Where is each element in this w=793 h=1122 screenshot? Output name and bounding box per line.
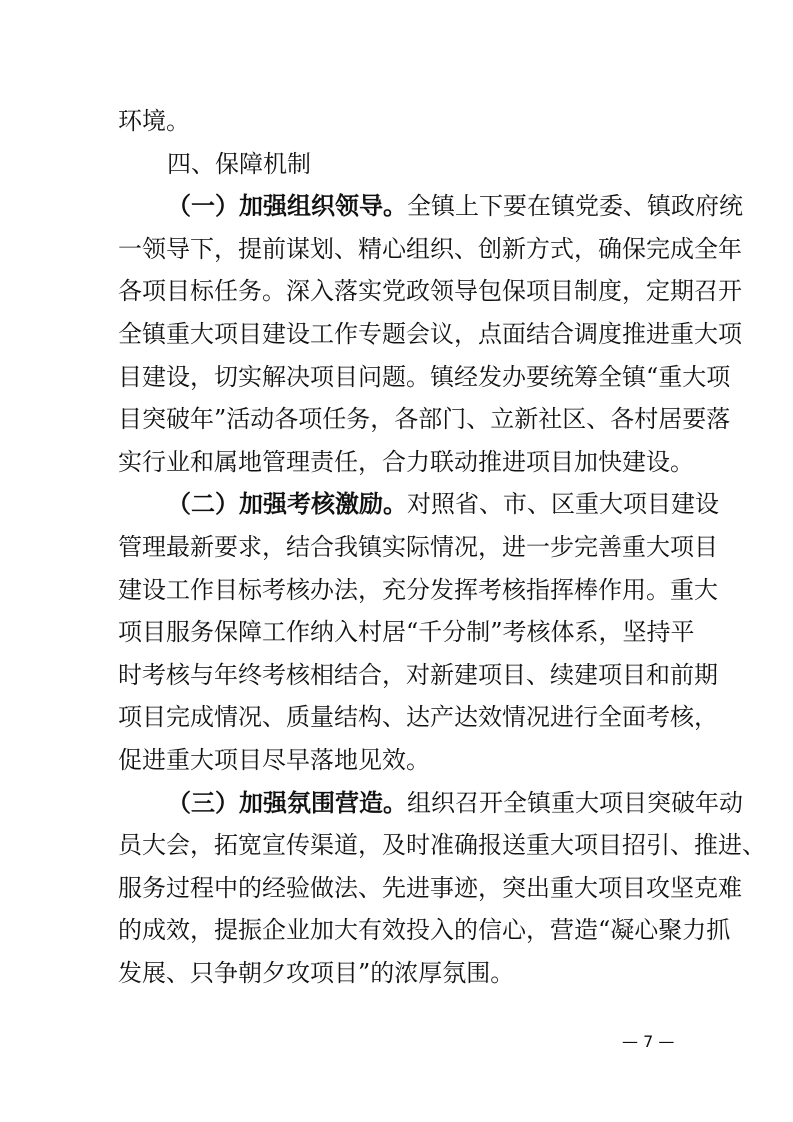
text-line: 各项目标任务。深入落实党政领导包保项目制度，定期召开	[118, 277, 742, 306]
line-text: 对照省、市、区重大项目建设	[407, 490, 719, 519]
text-line: 目突破年”活动各项任务，各部门、立新社区、各村居要落	[118, 405, 731, 434]
text-line: 的成效，提振企业加大有效投入的信心，营造“凝心聚力抓	[118, 916, 731, 945]
subsection-title: （一）加强组织领导。	[167, 192, 407, 221]
text-line: 管理最新要求，结合我镇实际情况，进一步完善重大项目	[118, 532, 718, 561]
section-heading: 四、保障机制	[167, 149, 311, 178]
line-text: 全镇上下要在镇党委、镇政府统	[407, 192, 743, 221]
subsection-title: （三）加强氛围营造。	[167, 788, 407, 817]
page-number: — 7 —	[622, 1032, 675, 1051]
text-line: 时考核与年终考核相结合，对新建项目、续建项目和前期	[118, 660, 718, 689]
text-line: 全镇重大项目建设工作专题会议，点面结合调度推进重大项	[118, 319, 742, 348]
text-line: 实行业和属地管理责任，合力联动推进项目加快建设。	[118, 447, 694, 476]
text-line	[118, 185, 743, 228]
text-line: 促进重大项目尽早落地见效。	[118, 745, 430, 774]
text-line: 员大会，拓宽宣传渠道，及时准确报送重大项目招引、推进、	[118, 831, 766, 860]
subsection-title: （二）加强考核激励。	[167, 490, 407, 519]
text-line	[118, 782, 743, 825]
text-line: 一领导下，提前谋划、精心组织、创新方式，确保完成全年	[118, 234, 742, 263]
text-line: 项目完成情况、质量结构、达产达效情况进行全面考核，	[118, 703, 718, 732]
text-line	[118, 483, 719, 526]
text-line: 服务过程中的经验做法、先进事迹，突出重大项目攻坚克难	[118, 873, 742, 902]
text-line: 环境。	[118, 107, 190, 135]
text-line: 建设工作目标考核办法，充分发挥考核指挥棒作用。重大	[118, 575, 718, 604]
text-line: 项目服务保障工作纳入村居“千分制”考核体系，坚持平	[118, 618, 695, 647]
line-text: 组织召开全镇重大项目突破年动	[407, 788, 743, 817]
text-line: 目建设，切实解决项目问题。镇经发办要统筹全镇“重大项	[118, 362, 731, 391]
text-line: 发展、只争朝夕攻项目”的浓厚氛围。	[118, 958, 515, 987]
document-body	[118, 100, 766, 994]
